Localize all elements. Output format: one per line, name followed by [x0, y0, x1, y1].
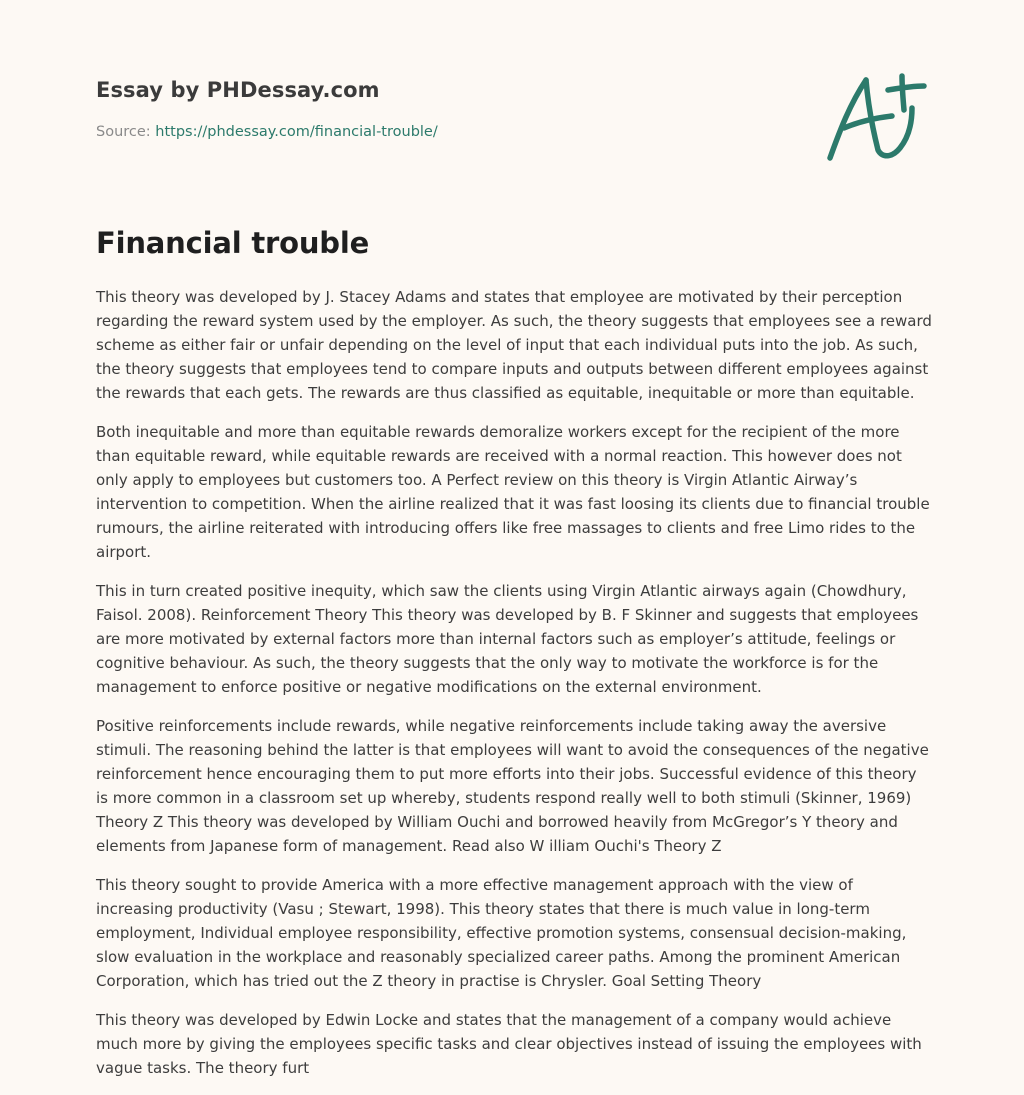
essay-paragraph: This theory was developed by J. Stacey Adams and states that employee are motivated by their perception regarding the reward system used by the employer. As such, the theory suggests that employees see a reward scheme as either fair or unfair depending on the level of input that each individual puts into the job. As such, the theory suggests that employees tend to compare inputs and outputs between different employees against the rewards that each gets. The rewards are thus classified as equitable, inequitable or more than equitable. — [96, 288, 932, 402]
essay-title: Financial trouble — [96, 226, 370, 260]
source-label: Source: — [96, 124, 156, 140]
essay-paragraph: This theory sought to provide America with a more effective management approach with the view of increasing productivity (Vasu ; Stewart, 1998). This theory states that there is much value in long-term employment, Individual employee responsibility, effective promotion systems, consensual decision-making, slow evaluation in the workplace and reasonably specialized career paths. Among the prominent American Corporation, which has tried out the Z theory in practise is Chrysler. Goal Setting Theory — [96, 876, 907, 990]
a-plus-logo-icon — [822, 68, 928, 164]
site-title: Essay by PHDessay.com — [96, 78, 380, 102]
essay-paragraph: Both inequitable and more than equitable rewards demoralize workers except for the recipient of the more than equitable reward, while equitable rewards are received with a normal reaction. This however does not only apply to employees but customers too. A Perfect review on this theory is Virgin Atlantic Airway’s intervention to competition. When the airline realized that it was fast loosing its clients due to financial trouble rumours, the airline reiterated with introducing offers like free massages to clients and free Limo rides to the airport. — [96, 423, 930, 561]
essay-paragraph: Positive reinforcements include rewards, while negative reinforcements include taking away the aversive stimuli. The reasoning behind the latter is that employees will want to avoid the consequences of the negative reinforcement hence encouraging them to put more efforts into their jobs. Successful evidence of this theory is more common in a classroom set up whereby, students respond really well to both stimuli (Skinner, 1969) Theory Z This theory was developed by William Ouchi and borrowed heavily from McGregor’s Y theory and elements from Japanese form of management. Read also W illiam Ouchi's Theory Z — [96, 717, 929, 855]
source-link[interactable]: https://phdessay.com/financial-trouble/ — [155, 124, 438, 140]
essay-body — [96, 285, 932, 1095]
source-line — [96, 124, 438, 140]
essay-paragraph: This in turn created positive inequity, which saw the clients using Virgin Atlantic airways again (Chowdhury, Faisol. 2008). Reinforcement Theory This theory was developed by B. F Skinner and suggests that employees are more motivated by external factors more than internal factors such as employer’s attitude, feelings or cognitive behaviour. As such, the theory suggests that the only way to motivate the workforce is for the management to enforce positive or negative modifications on the external environment. — [96, 582, 919, 696]
essay-paragraph: This theory was developed by Edwin Locke and states that the management of a company would achieve much more by giving the employees specific tasks and clear objectives instead of issuing the employees with vague tasks. The theory furt — [96, 1011, 922, 1077]
